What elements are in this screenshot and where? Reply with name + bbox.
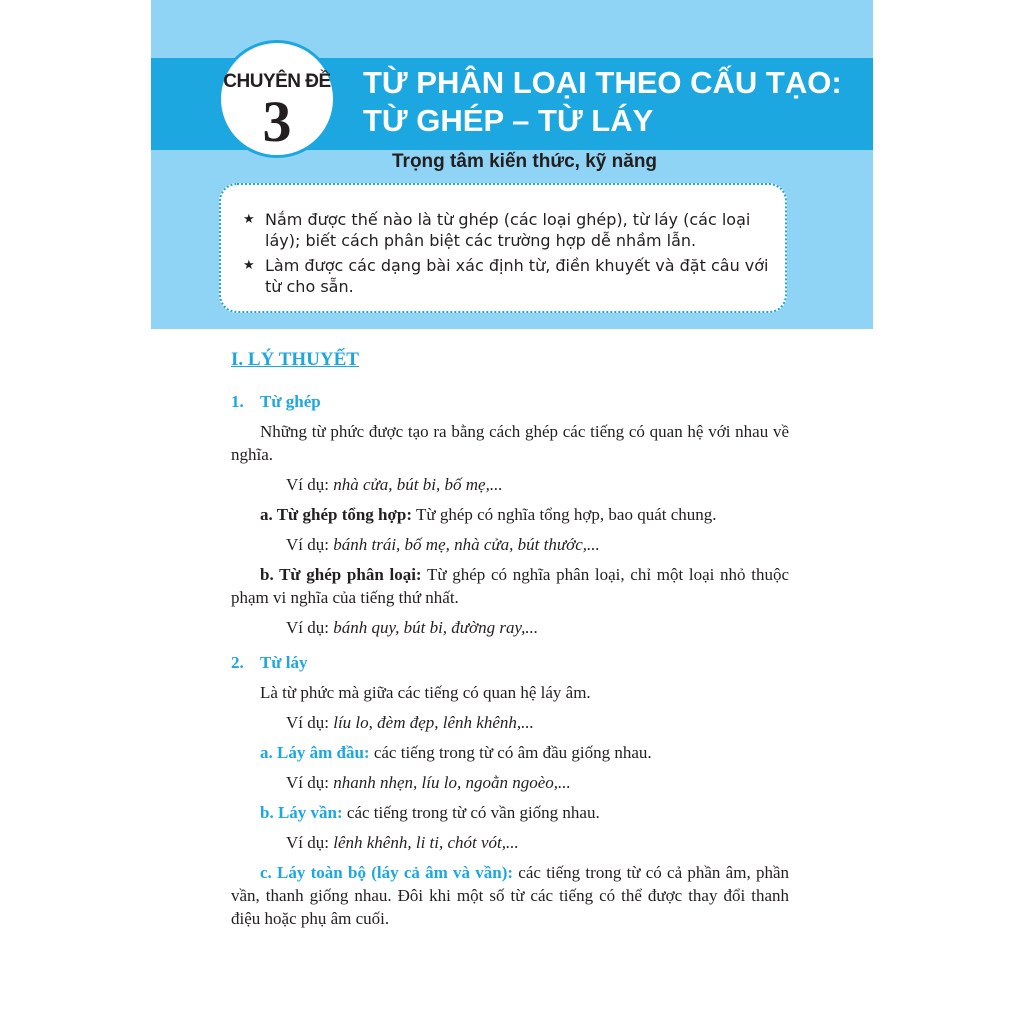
subtype-label: b. Từ ghép phân loại: xyxy=(260,565,422,584)
example-line xyxy=(231,711,789,734)
section-heading: I. LÝ THUYẾT xyxy=(231,349,359,370)
subtype-paragraph xyxy=(231,861,789,930)
example-words: lênh khênh, li ti, chót vót,... xyxy=(333,833,519,852)
objectives-box xyxy=(219,183,787,313)
subtype-paragraph xyxy=(231,563,789,609)
subsection-title: Từ láy xyxy=(260,653,308,672)
example-words: líu lo, đèm đẹp, lênh khênh,... xyxy=(333,713,534,732)
subtype-text: Từ ghép có nghĩa phân loại, chỉ một loại nhỏ thuộc phạm vi nghĩa của tiếng thứ nhất. xyxy=(231,565,789,607)
example-prefix: Ví dụ: xyxy=(286,713,334,732)
subtype-text: Từ ghép có nghĩa tổng hợp, bao quát chung. xyxy=(412,505,717,524)
subtype-text: các tiếng trong từ có vần giống nhau. xyxy=(342,803,600,822)
example-prefix: Ví dụ: xyxy=(286,535,334,554)
example-words: nhanh nhẹn, líu lo, ngoằn ngoèo,... xyxy=(333,773,571,792)
subsection-number: 1. xyxy=(231,392,244,411)
main-content xyxy=(231,348,789,937)
subtype-label: a. Láy âm đầu: xyxy=(260,743,370,762)
star-icon: ★ xyxy=(243,258,255,273)
objective-item xyxy=(243,255,769,297)
example-words: bánh trái, bố mẹ, nhà cửa, bút thước,... xyxy=(333,535,600,554)
example-line xyxy=(231,831,789,854)
star-icon: ★ xyxy=(243,212,255,227)
example-line xyxy=(231,771,789,794)
objective-text: Nắm được thế nào là từ ghép (các loại ghép), từ láy (các loại láy); biết cách phân biệt các trường hợp dễ nhầm lẫn. xyxy=(265,210,751,250)
example-prefix: Ví dụ: xyxy=(286,773,334,792)
definition-paragraph: Là từ phức mà giữa các tiếng có quan hệ láy âm. xyxy=(260,683,591,702)
objective-text: Làm được các dạng bài xác định từ, điền khuyết và đặt câu với từ cho sẵn. xyxy=(265,256,769,296)
subtype-label: a. Từ ghép tổng hợp: xyxy=(260,505,413,524)
badge-label: CHUYÊN ĐỀ xyxy=(223,71,331,92)
example-prefix: Ví dụ: xyxy=(286,618,334,637)
subsection-number: 2. xyxy=(231,653,244,672)
subtype-paragraph xyxy=(231,801,789,824)
example-line xyxy=(231,533,789,556)
example-prefix: Ví dụ: xyxy=(286,475,334,494)
definition-paragraph: Những từ phức được tạo ra bằng cách ghép các tiếng có quan hệ với nhau về nghĩa. xyxy=(231,422,789,464)
subtype-text: các tiếng trong từ có âm đầu giống nhau. xyxy=(369,743,652,762)
example-line xyxy=(231,616,789,639)
chapter-title xyxy=(363,64,853,140)
subsection-heading-compound xyxy=(231,390,789,413)
focus-title: Trọng tâm kiến thức, kỹ năng xyxy=(392,151,658,172)
example-line xyxy=(231,473,789,496)
example-words: nhà cửa, bút bi, bố mẹ,... xyxy=(333,475,503,494)
subtype-label: c. Láy toàn bộ (láy cả âm và vần): xyxy=(260,863,514,882)
subsection-heading-reduplicative xyxy=(231,651,789,674)
title-line-1: TỪ PHÂN LOẠI THEO CẤU TẠO: xyxy=(363,65,842,100)
subsection-title: Từ ghép xyxy=(260,392,321,411)
objective-item xyxy=(243,209,769,251)
example-prefix: Ví dụ: xyxy=(286,833,334,852)
subtype-label: b. Láy vần: xyxy=(260,803,343,822)
badge-number: 3 xyxy=(262,89,292,154)
subtype-text: các tiếng trong từ có cả phần âm, phần vần, thanh giống nhau. Đôi khi một số từ các tiếng có thể được thay đổi thanh điệu hoặc phụ âm cuối. xyxy=(231,863,789,928)
chapter-badge xyxy=(218,40,336,158)
subtype-paragraph xyxy=(231,503,789,526)
subtype-paragraph xyxy=(231,741,789,764)
title-line-2: TỪ GHÉP – TỪ LÁY xyxy=(363,103,654,138)
example-words: bánh quy, bút bi, đường ray,... xyxy=(333,618,539,637)
